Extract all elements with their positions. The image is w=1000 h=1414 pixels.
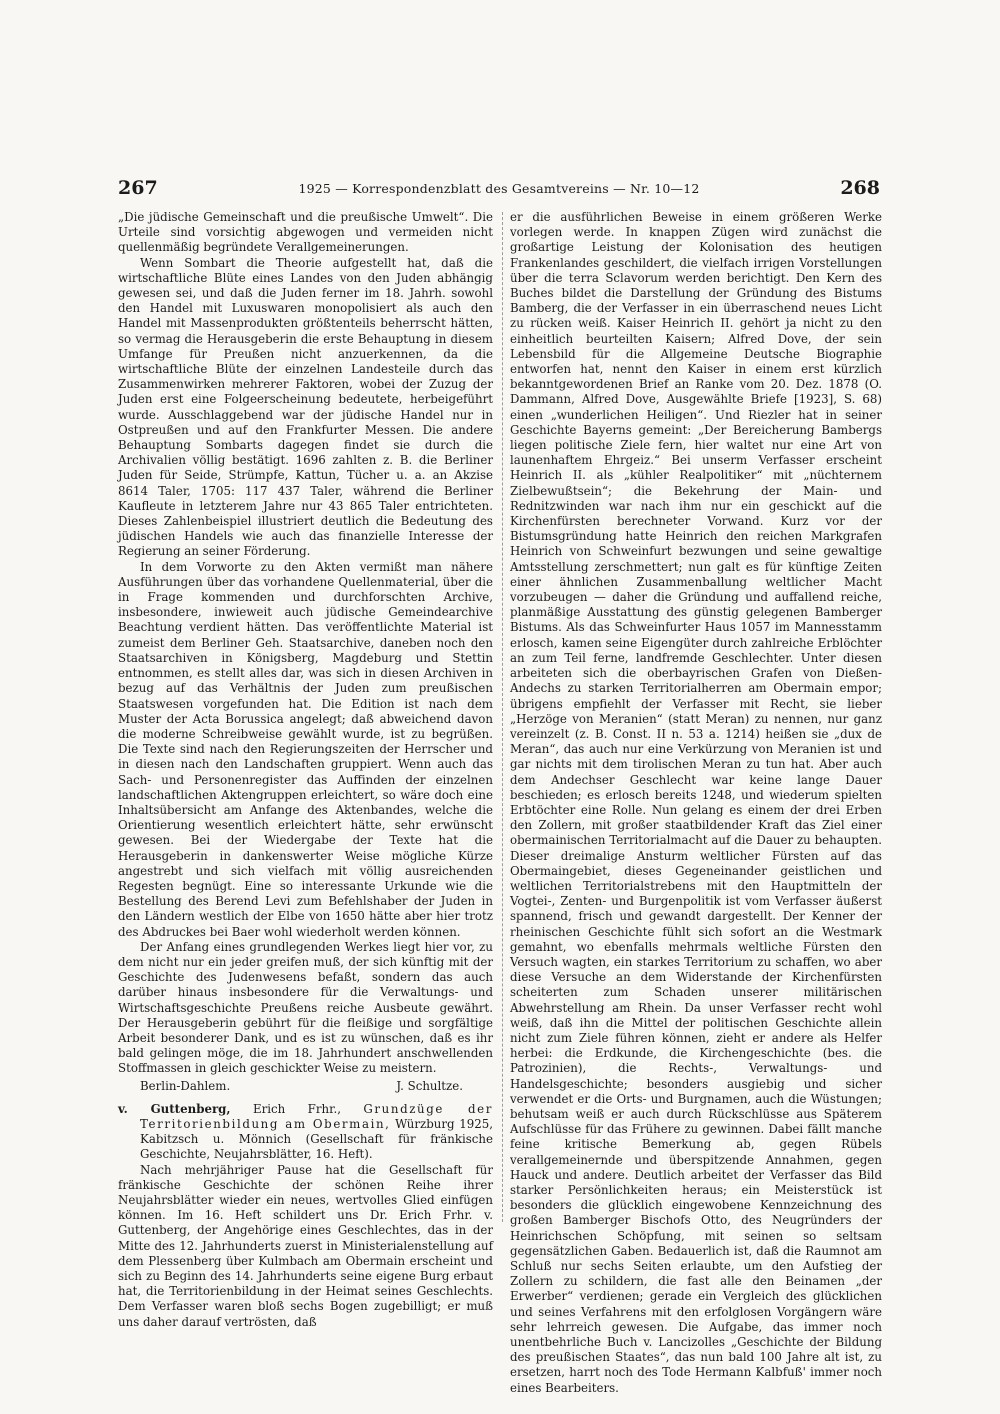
right-column (510, 210, 882, 1396)
left-column (118, 210, 493, 1330)
left-page-number: 267 (118, 177, 158, 199)
right-page-number: 268 (840, 177, 880, 199)
signature-place: Berlin-Dahlem. (140, 1078, 231, 1093)
paragraph: Wenn Sombart die Theorie aufgestellt hat, daß die wirtschaftliche Blüte eines Landes von den Juden abhängig gewesen sei, und daß die Juden ferner im 18. Jahrh. sowohl den Handel mit Luxuswaren monopolisiert als auch den Handel mit Massenprodukten größtenteils beherrscht hätten, so vermag die Herausgeberin die erste Behauptung in diesem Umfange für Preußen nicht anzuerkennen, da die wirtschaftliche Blüte der einzelnen Landesteile durch das Zusammenwirken mehrerer Faktoren, wobei der Zuzug der Juden erst eine Folgeerscheinung bedeutete, herbeigeführt wurde. Ausschlaggebend war der jüdische Handel nur in Ostpreußen und auf den Frankfurter Messen. Die andere Behauptung Sombarts dagegen findet sie durch die Archivalien völlig bestätigt. 1696 zahlten z. B. die Berliner Juden für Seide, Strümpfe, Kattun, Tücher u. a. an Akzise 8614 Taler, 1705: 117 437 Taler, während die Berliner Kaufleute in letzterem Jahre nur 43 865 Taler entrichteten. Dieses Zahlenbeispiel illustriert deutlich die Bedeutung des jüdischen Handels wie auch das finanzielle Interesse der Regierung an seiner Förderung. (118, 255, 493, 559)
column-divider (502, 212, 503, 1222)
running-title: 1925 — Korrespondenzblatt des Gesamtvereins — Nr. 10—12 (298, 181, 700, 196)
paragraph: In dem Vorworte zu den Akten vermißt man nähere Ausführungen über das vorhandene Quellenmaterial, über die in Frage kommenden und durchforschten Archive, insbesondere, inwieweit auch jüdische Gemeindearchive Beachtung verdient hätten. Das veröffentlichte Material ist zumeist dem Berliner Geh. Staatsarchive, daneben noch den Staatsarchiven in Königsberg, Magdeburg und Stettin entnommen, es stellt alles dar, was sich in diesen Archiven in bezug auf das Verhältnis der Juden zum preußischen Staatswesen vorgefunden hat. Die Edition ist nach dem Muster der Acta Borussica angelegt; daß abweichend davon die moderne Schreibweise gewählt wurde, ist zu begrüßen. Die Texte sind nach den Regierungszeiten der Herrscher und in diesen nach den Landschaften gruppiert. Wenn auch das Sach- und Personenregister das Auffinden der einzelnen landschaftlichen Aktengruppen erleichtert, so wäre doch eine Inhaltsübersicht am Anfange des Aktenbandes, welche die Orientierung wesentlich erleichtert hätte, sehr erwünscht gewesen. Bei der Wiedergabe der Texte hat die Herausgeberin in dankenswerter Weise mögliche Kürze angestrebt und sich vielfach mit völlig ausreichenden Regesten begnügt. Eine so interessante Urkunde wie die Bestellung des Berend Levi zum Befehlshaber der Juden in den Ländern westlich der Elbe von 1650 hätte aber hier trotz des Abdruckes bei Baer wohl wiederholt werden können. (118, 559, 493, 939)
review-author-forename: Erich Frhr., (253, 1101, 341, 1116)
paragraph: „Die jüdische Gemeinschaft und die preußische Umwelt“. Die Urteile sind vorsichtig abgewogen und vermeiden nicht quellenmäßig begründete Verallgemeinerungen. (118, 210, 493, 255)
paragraph: Nach mehrjähriger Pause hat die Gesellschaft für fränkische Geschichte der schönen Reihe ihrer Neujahrsblätter wieder ein neues, wertvolles Glied einfügen können. Im 16. Heft schildert uns Dr. Erich Frhr. v. Guttenberg, der Angehörige eines Geschlechtes, das in der Mitte des 12. Jahrhunderts zuerst in Ministerialenstellung auf dem Plessenberg über Kulmbach am Obermain erscheint und sich zu Beginn des 14. Jahrhunderts seine eigene Burg erbaut hat, die Territorienbildung in der Heimat seines Geschlechts. Dem Verfasser waren bloß sechs Bogen zugebilligt; er muß uns daher darauf vertrösten, daß (118, 1162, 493, 1329)
signature-name: J. Schultze. (396, 1078, 463, 1093)
review-publication: Würzburg 1925, Kabitzsch u. Mönnich (Gesellschaft für fränkische Geschichte, Neujahrsblätter, 16. Heft). (140, 1116, 493, 1162)
review-book-title: Grundzüge der Territorienbildung am Obermain, (140, 1101, 493, 1131)
paragraph: Der Anfang eines grundlegenden Werkes liegt hier vor, zu dem nicht nur ein jeder greifen muß, der sich künftig mit der Geschichte des Judenwesens befaßt, sondern das auch darüber hinaus insbesondere für die Verwaltungs- und Wirtschaftsgeschichte Preußens reiche Ausbeute gewährt. Der Herausgeberin gebührt für die fleißige und sorgfältige Arbeit besonderer Dank, und es ist zu wünschen, daß es ihr bald gelingen möge, die im 18. Jahrhundert anschwellenden Stoffmassen in gleich geschickter Weise zu meistern. (118, 939, 493, 1076)
review-heading (118, 1102, 493, 1163)
page-header (118, 177, 880, 203)
paragraph: er die ausführlichen Beweise in einem größeren Werke vorlegen werde. In knappen Zügen wird zunächst die großartige Leistung der Kolonisation des heutigen Frankenlandes geschildert, die vielfach irrigen Vorstellungen über die terra Sclavorum werden berichtigt. Den Kern des Buches bildet die Darstellung der Gründung des Bistums Bamberg, die der Verfasser in ein überraschend neues Licht zu rücken weiß. Kaiser Heinrich II. gehört ja nicht zu den einheitlich beurteilten Kaisern; Alfred Dove, der sein Lebensbild für die Allgemeine Deutsche Biographie entworfen hat, nennt den Kaiser in einem erst kürzlich bekanntgewordenen Brief an Ranke vom 20. Dez. 1878 (O. Dammann, Alfred Dove, Ausgewählte Briefe [1923], S. 68) einen „wunderlichen Heiligen“. Und Riezler hat in seiner Geschichte Bayerns gemeint: „Der Bereicherung Bambergs liegen politische Ziele fern, hier waltet nur eine Art von launenhaftem Ehrgeiz.“ Bei unserm Verfasser erscheint Heinrich II. als „kühler Realpolitiker“ mit „nüchternem Zielbewußtsein“; die Bekehrung der Main- und Rednitzwinden war nach ihm nur ein geschickt auf die Kirchenfürsten berechneter Vorwand. Kurz vor der Bistumsgründung hatte Heinrich den reichen Markgrafen Heinrich von Schweinfurt bezwungen und seine gewaltige Amtsstellung zerschmettert; nun galt es für künftige Zeiten einer ähnlichen Zusammenballung weltlicher Macht vorzubeugen — daher die Gründung und auffallend reiche, planmäßige Ausstattung des günstig gelegenen Bamberger Bistums. Als das Schweinfurter Haus 1057 im Mannesstamm erlosch, kamen seine Eigengüter durch zahlreiche Erblöchter an zum Teil ferne, landfremde Geschlechter. Unter diesen arbeiteten sich die oberbayrischen Grafen von Dießen-Andechs zu starken Territorialherren am Obermain empor; übrigens empfiehlt der Verfasser mit Recht, sie lieber „Herzöge von Meranien“ (statt Meran) zu nennen, nur ganz vereinzelt (z. B. Const. II n. 53 a. 1214) heißen sie „dux de Meran“, das auch nur eine Verkürzung von Meranien ist und gar nichts mit dem tirolischen Meran zu tun hat. Aber auch dem Andechser Geschlecht war keine lange Dauer beschieden; es erlosch bereits 1248, und wiederum spielten Erbtöchter eine Rolle. Nun gelang es einem der drei Erben den Zollern, mit großer staatbildender Kraft das Ziel einer obermainischen Territorialmacht auf die Dauer zu behaupten. Dieser dreimalige Ansturm weltlicher Fürsten auf das Obermaingebiet, dieses Gegeneinander geistlichen und weltlichen Territorialstrebens mit den Hauptmitteln der Vogtei-, Zenten- und Burgenpolitik ist vom Verfasser äußerst spannend, frisch und gewandt dargestellt. Der Kenner der rheinischen Geschichte fühlt sich sofort an die Westmark gemahnt, wo ebenfalls mehrmals weltliche Fürsten den Versuch wagten, ein starkes Territorium zu schaffen, wo aber diese Versuche an dem Widerstande der Kirchenfürsten scheiterten zum Schaden unserer militärischen Abwehrstellung am Rhein. Da unser Verfasser recht wohl weiß, daß ihn die Mittel der politischen Geschichte allein nicht zum Ziele führen können, zieht er andere als Helfer herbei: die Erdkunde, die Kirchengeschichte (bes. die Patrozinien), die Rechts-, Verwaltungs- und Handelsgeschichte; besonders ausgiebig und sicher verwendet er die Orts- und Burgnamen, auch die Wüstungen; behutsam weiß er auch durch Rückschlüsse aus Späterem Aufschlüsse für das Frühere zu gewinnen. Dabei fällt manche feine kritische Bemerkung ab, gegen Rübels verallgemeinernde und überspitzende Annahmen, gegen Hauck und andere. Deutlich arbeitet der Verfasser das Bild starker Persönlichkeiten heraus; ein Meisterstück ist besonders die glücklich eingewobene Kennzeichnung des großen Bamberger Bischofs Otto, des Neugründers der Heinrichschen Schöpfung, mit seinen so seltsam gegensätzlichen Gaben. Bedauerlich ist, daß die Raumnot am Schluß nur sechs Seiten erlaubte, um den Aufstieg der Zollern zu schildern, die fast alle den Beinamen „der Erwerber“ verdienen; gerade ein Vergleich des glücklichen und seines Verfahrens mit den erfolglosen Vorgängern wäre sehr lehrreich gewesen. Die Aufgabe, das immer noch unentbehrliche Buch v. Lancizolles „Geschichte der Bildung des preußischen Staates“, das nun bald 100 Jahre alt ist, zu ersetzen, harrt noch des Tode Hermann Kalbfuß' immer noch eines Bearbeiters. (510, 210, 882, 1395)
signature-line (118, 1079, 493, 1094)
review-author: v. Guttenberg, (118, 1101, 231, 1116)
